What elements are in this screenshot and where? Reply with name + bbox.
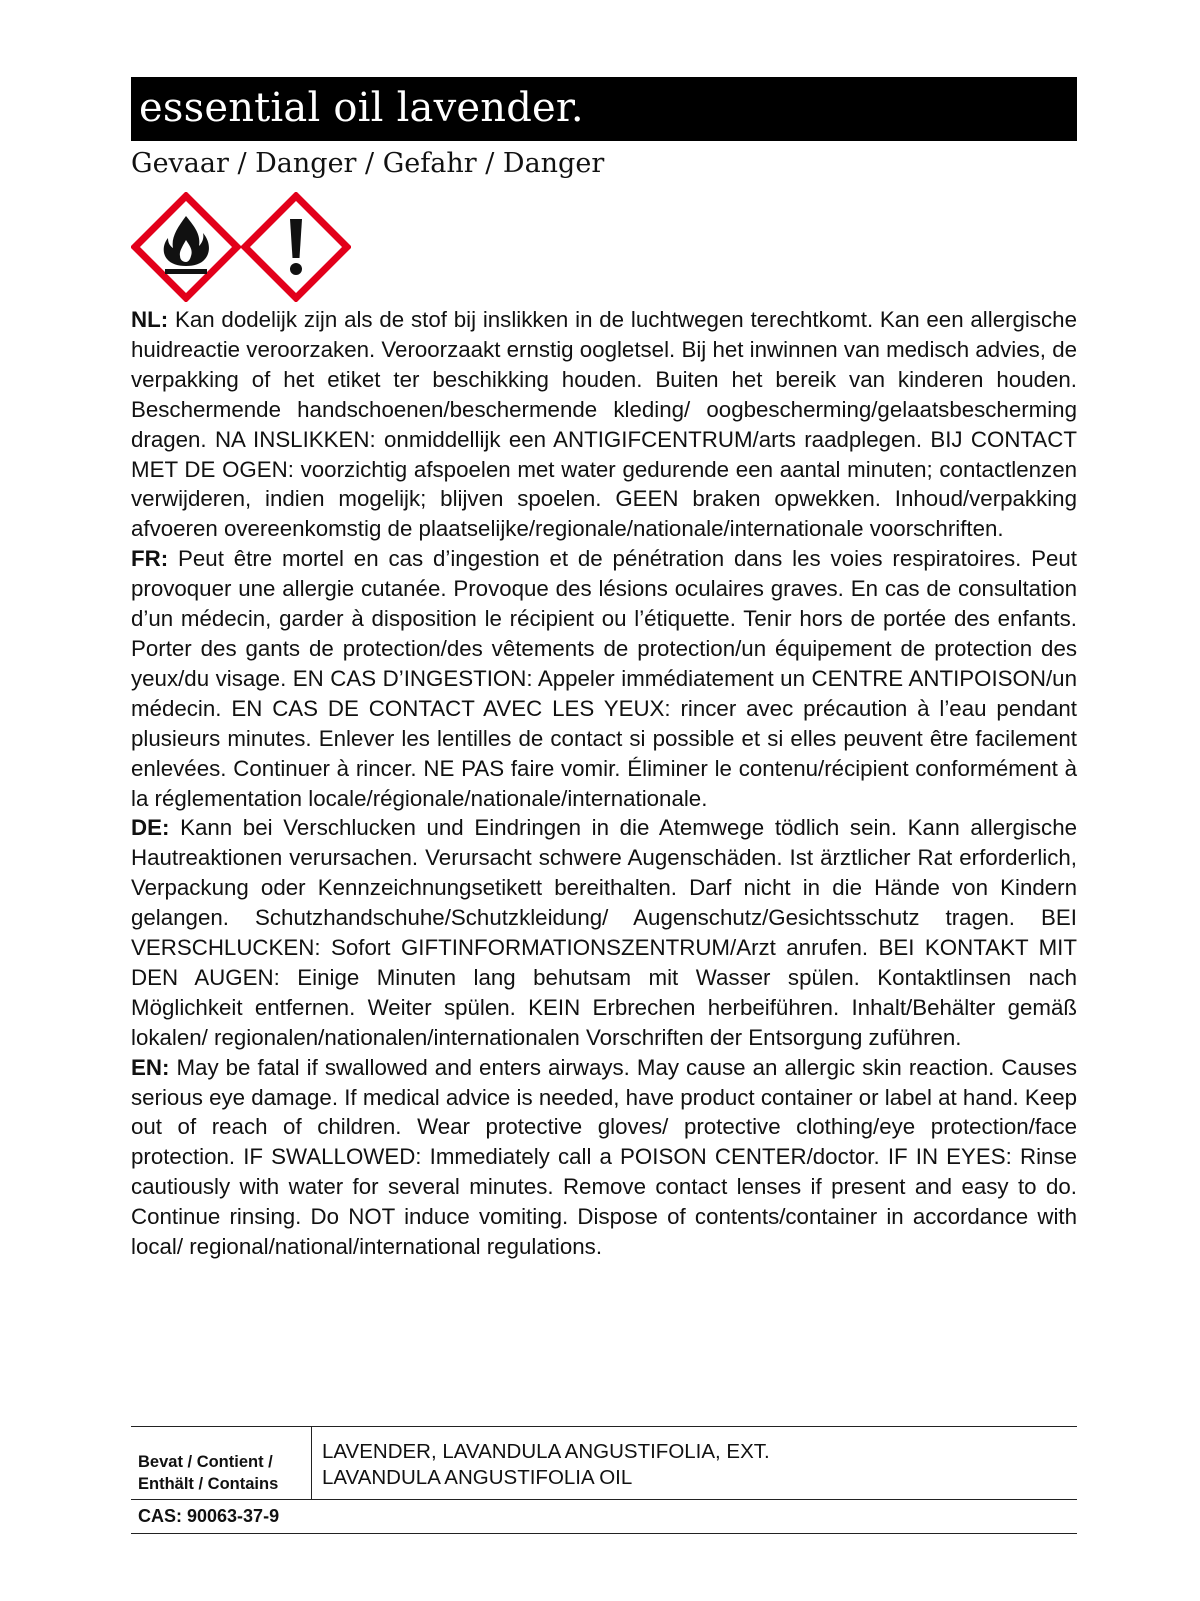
statement-text: Peut être mortel en cas d’ingestion et de pénétration dans les voies respiratoires. Peut provoquer une allergie cutanée. Provoque des lésions oculaires graves. En cas de consultation d’un médecin, garder à disposition le récipient ou l’étiquette. Tenir hors de portée des enfants. Porter des gants de protection/des vêtements de protection/un équipement de protection des yeux/du visage. EN CAS D’INGESTION: Appeler immédiatement un CENTRE ANTIPOISON/un médecin. EN CAS DE CONTACT AVEC LES YEUX: rincer avec précaution à l’eau pendant plusieurs minutes. Enlever les lentilles de contact si possible et si elles peuvent être facilement enlevées. Continuer à rincer. NE PAS faire vomir. Éliminer le contenu/récipient conformément à la réglementation locale/régionale/nationale/internationale. [131, 546, 1078, 811]
statement-fr [131, 544, 1077, 813]
language-code: DE: [131, 815, 170, 841]
ghs-exclamation-icon [241, 192, 351, 302]
ingredient-line: LAVENDER, LAVANDULA ANGUSTIFOLIA, EXT. [322, 1440, 770, 1463]
ingredients [312, 1427, 770, 1499]
statement-en [131, 1053, 1077, 1262]
statement-de [131, 813, 1077, 1052]
cas-number: CAS: 90063-37-9 [131, 1499, 1077, 1534]
signal-word: Gevaar / Danger / Gefahr / Danger [131, 148, 605, 179]
language-code: EN: [131, 1054, 170, 1080]
product-title: essential oil lavender. [131, 77, 1077, 141]
statement-nl [131, 305, 1077, 544]
contains-row [131, 1426, 1077, 1499]
hazard-statements [131, 305, 1077, 1262]
contains-label: Bevat / Contient / Enthält / Contains [131, 1427, 312, 1499]
ghs-flame-icon [131, 192, 241, 302]
statement-text: May be fatal if swallowed and enters airways. May cause an allergic skin reaction. Causes serious eye damage. If medical advice is needed, have product container or label at hand. Keep out of reach of children. Wear protective gloves/ protective clothing/eye protection/face protection. IF SWALLOWED: Immediately call a POISON CENTER/doctor. IF IN EYES: Rinse cautiously with water for several minutes. Remove contact lenses if present and easy to do. Continue rinsing. Do NOT induce vomiting. Dispose of contents/container in accordance with local/ regional/national/international regulations. [131, 1054, 1078, 1260]
composition-table [131, 1426, 1077, 1534]
statement-text: Kan dodelijk zijn als de stof bij inslikken in de luchtwegen terechtkomt. Kan een allergische huidreactie veroorzaken. Veroorzaakt ernstig oogletsel. Bij het inwinnen van medisch advies, de verpakking of het etiket ter beschikking houden. Buiten het bereik van kinderen houden. Beschermende handschoenen/beschermende kleding/ oogbescherming/gelaatsbescherming dragen. NA INSLIKKEN: onmiddellijk een ANTIGIFCENTRUM/arts raadplegen. BIJ CONTACT MET DE OGEN: voorzichtig afspoelen met water gedurende een aantal minuten; contactlenzen verwijderen, indien mogelijk; blijven spoelen. GEEN braken opwekken. Inhoud/verpakking afvoeren overeenkomstig de plaatselijke/regionale/nationale/internationale voorschriften. [131, 307, 1077, 542]
hazard-pictograms [131, 192, 355, 302]
language-code: NL: [131, 307, 169, 332]
language-code: FR: [131, 546, 169, 572]
statement-text: Kann bei Verschlucken und Eindringen in die Atemwege tödlich sein. Kann allergische Hautreaktionen verursachen. Verursacht schwere Augenschäden. Ist ärztlicher Rat erforderlich, Verpackung oder Kennzeichnungsetikett bereithalten. Darf nicht in die Hände von Kindern gelangen. Schutzhandschuhe/Schutzkleidung/ Augenschutz/Gesichtsschutz tragen. BEI VERSCHLUCKEN: Sofort GIFTINFORMATIONSZENTRUM/Arzt anrufen. BEI KONTAKT MIT DEN AUGEN: Einige Minuten lang behutsam mit Wasser spülen. Kontaktlinsen nach Möglichkeit entfernen. Weiter spülen. KEIN Erbrechen herbeiführen. Inhalt/Behälter gemäß lokalen/ regionalen/nationalen/internationalen Vorschriften der Entsorgung zuführen. [131, 815, 1078, 1050]
ingredient-line: LAVANDULA ANGUSTIFOLIA OIL [322, 1466, 633, 1489]
